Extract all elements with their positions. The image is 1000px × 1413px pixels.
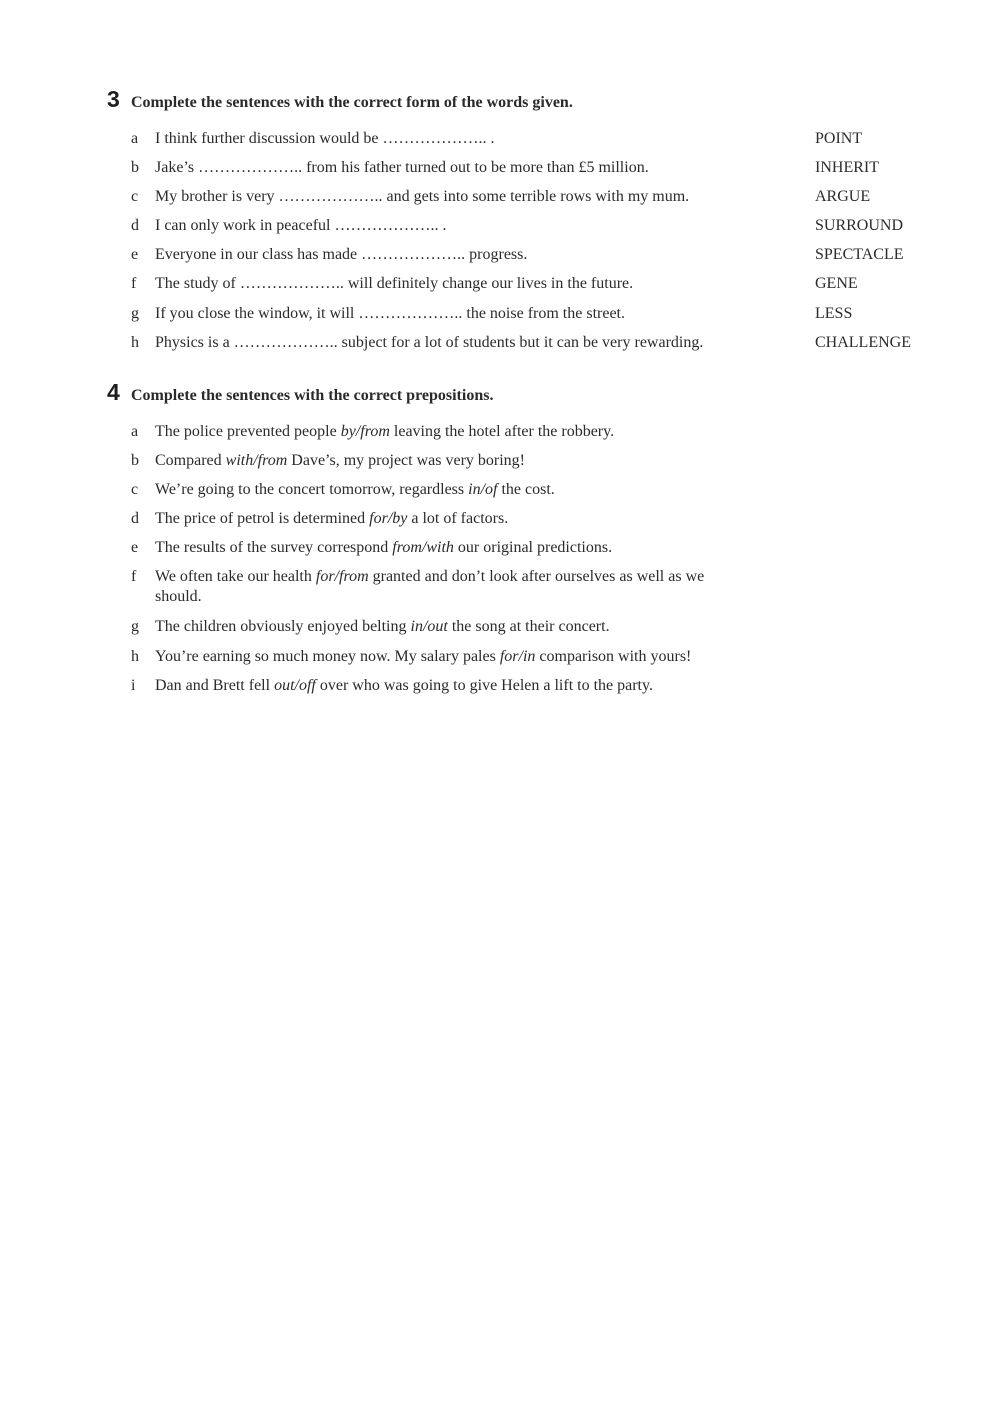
item-letter: d <box>131 217 139 235</box>
exercise-4-header <box>107 379 927 407</box>
preposition-choice: with/from <box>225 452 288 470</box>
preposition-choice: by/from <box>340 423 390 440</box>
item-sentence: Jake’s ……………….. from his father turned out to be more than £5 million. <box>155 159 649 177</box>
list-item <box>107 216 927 245</box>
item-letter: b <box>131 159 139 177</box>
list-item <box>107 647 927 676</box>
item-sentence <box>155 676 775 696</box>
sentence-start: We often take our health <box>155 568 316 586</box>
item-word-given: SPECTACLE <box>815 246 904 264</box>
sentence-start: The results of the survey correspond <box>155 539 393 557</box>
list-item <box>107 187 927 216</box>
item-sentence: Physics is a ……………….. subject for a lot of students but it can be very rewarding. <box>155 333 704 351</box>
item-letter: d <box>131 510 139 528</box>
item-word-given: POINT <box>815 130 863 147</box>
sentence-end: the cost. <box>497 481 555 499</box>
sentence-end: the song at their concert. <box>447 618 610 636</box>
list-item <box>107 274 927 303</box>
item-sentence <box>155 567 715 607</box>
exercise-instruction: Complete the sentences with the correct form of the words given. <box>131 94 573 111</box>
list-item <box>107 676 927 705</box>
item-word-given: GENE <box>815 275 858 293</box>
exercise-3 <box>107 86 927 362</box>
sentence-end: leaving the hotel after the robbery. <box>389 423 615 440</box>
list-item <box>107 480 927 509</box>
sentence-end: granted and don’t look after ourselves as well as we should. <box>155 568 705 606</box>
sentence-start: You’re earning so much money now. My salary pales <box>155 647 500 665</box>
sentence-end: comparison with yours! <box>535 647 692 665</box>
item-letter: a <box>131 130 139 147</box>
list-item <box>107 158 927 187</box>
list-item <box>107 567 927 617</box>
sentence-end: over who was going to give Helen a lift to the party. <box>315 676 653 694</box>
list-item <box>107 422 927 451</box>
item-letter: c <box>131 188 139 206</box>
list-item <box>107 509 927 538</box>
sentence-end: Dave’s, my project was very boring! <box>287 452 526 470</box>
item-sentence <box>155 509 775 529</box>
item-letter: f <box>131 568 137 586</box>
sentence-start: Compared <box>155 452 226 470</box>
exercise-instruction: Complete the sentences with the correct prepositions. <box>131 387 494 404</box>
sentence-start: The police prevented people <box>155 423 341 440</box>
list-item <box>107 451 927 480</box>
item-sentence <box>155 422 775 442</box>
item-sentence: If you close the window, it will ……………….. the noise from the street. <box>155 304 625 322</box>
item-sentence: Everyone in our class has made ……………….. progress. <box>155 246 528 264</box>
item-sentence: I think further discussion would be ……………….. . <box>155 130 495 147</box>
sentence-end: our original predictions. <box>453 539 613 557</box>
item-sentence <box>155 538 775 558</box>
item-word-given: INHERIT <box>815 159 879 177</box>
item-letter: h <box>131 333 139 351</box>
item-word-given: SURROUND <box>815 217 904 235</box>
item-sentence <box>155 451 775 471</box>
preposition-choice: for/in <box>499 647 536 665</box>
item-sentence: The study of ……………….. will definitely change our lives in the future. <box>155 275 634 293</box>
exercise-3-items <box>107 129 927 362</box>
item-sentence: My brother is very ……………….. and gets into some terrible rows with my mum. <box>155 188 690 206</box>
item-letter: e <box>131 246 139 264</box>
item-letter: g <box>131 618 139 636</box>
exercise-3-header <box>107 86 927 114</box>
exercise-number: 3 <box>107 86 120 112</box>
list-item <box>107 538 927 567</box>
preposition-choice: in/out <box>410 618 448 636</box>
item-word-given: CHALLENGE <box>815 333 911 351</box>
item-word-given: ARGUE <box>815 188 871 206</box>
item-sentence <box>155 617 775 637</box>
list-item <box>107 304 927 333</box>
sentence-start: The price of petrol is determined <box>155 510 370 528</box>
item-letter: b <box>131 452 139 470</box>
exercise-4-items <box>107 422 927 705</box>
list-item <box>107 333 927 362</box>
item-letter: i <box>131 676 136 694</box>
exercise-4 <box>107 379 927 705</box>
sentence-start: The children obviously enjoyed belting <box>155 618 411 636</box>
item-sentence: I can only work in peaceful ……………….. . <box>155 217 447 235</box>
preposition-choice: for/by <box>369 510 408 528</box>
item-letter: e <box>131 539 139 557</box>
item-sentence <box>155 647 835 667</box>
list-item <box>107 245 927 274</box>
preposition-choice: in/of <box>468 481 498 499</box>
sentence-start: Dan and Brett fell <box>155 676 275 694</box>
item-letter: c <box>131 481 139 499</box>
item-letter: f <box>131 275 137 293</box>
item-letter: h <box>131 647 139 665</box>
item-sentence <box>155 480 775 500</box>
sentence-end: a lot of factors. <box>407 510 509 528</box>
preposition-choice: out/off <box>274 676 316 694</box>
list-item <box>107 617 927 646</box>
preposition-choice: from/with <box>392 539 454 557</box>
item-letter: g <box>131 304 139 322</box>
item-word-given: LESS <box>815 304 853 322</box>
list-item <box>107 129 927 158</box>
sentence-start: We’re going to the concert tomorrow, regardless <box>155 481 469 499</box>
item-letter: a <box>131 423 139 440</box>
preposition-choice: for/from <box>315 568 369 586</box>
exercise-number: 4 <box>107 379 120 405</box>
